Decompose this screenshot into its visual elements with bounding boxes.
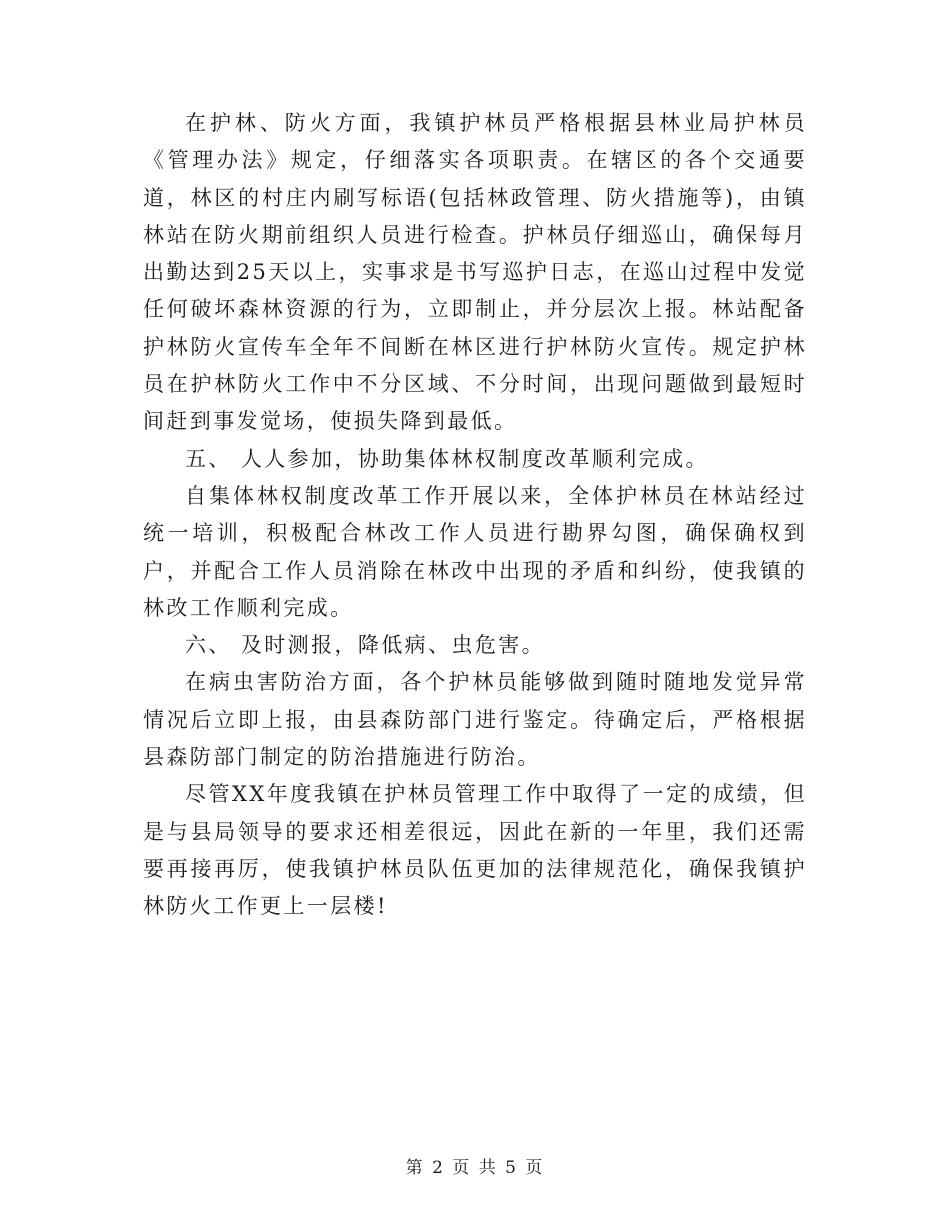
paragraph-forest-reform: 自集体林权制度改革工作开展以来，全体护林员在林站经过统一培训，积极配合林改工作人员进行勘界勾图，确保确权到户，并配合工作人员消除在林改中出现的矛盾和纠纷，使我镇的林改工作顺利完成。 bbox=[143, 483, 807, 620]
document-body bbox=[143, 105, 807, 926]
paragraph-pest-control: 在病虫害防治方面，各个护林员能够做到随时随地发觉异常情况后立即上报，由县森防部门进行鉴定。待确定后，严格根据县森防部门制定的防治措施进行防治。 bbox=[143, 670, 807, 770]
section-heading-five: 五、 人人参加，协助集体林权制度改革顺利完成。 bbox=[185, 446, 709, 471]
paragraph-fire-prevention: 在护林、防火方面，我镇护林员严格根据县林业局护林员《管理办法》规定，仔细落实各项职责。在辖区的各个交通要道，林区的村庄内刷写标语(包括林政管理、防火措施等)，由镇林站在防火期前组织人员进行检查。护林员仔细巡山，确保每月出勤达到25天以上，实事求是书写巡护日志，在巡山过程中发觉任何破坏森林资源的行为，立即制止，并分层次上报。林站配备护林防火宣传车全年不间断在林区进行护林防火宣传。规定护林员在护林防火工作中不分区域、不分时间，出现问题做到最短时间赶到事发觉场，使损失降到最低。 bbox=[143, 111, 807, 434]
page-number-footer: 第 2 页 共 5 页 bbox=[405, 1158, 545, 1178]
paragraph-conclusion: 尽管XX年度我镇在护林员管理工作中取得了一定的成绩，但是与县局领导的要求还相差很远，因此在新的一年里，我们还需要再接再厉，使我镇护林员队伍更加的法律规范化，确保我镇护林防火工作更上一层楼! bbox=[143, 782, 807, 919]
section-heading-six: 六、 及时测报，降低病、虫危害。 bbox=[185, 633, 546, 658]
